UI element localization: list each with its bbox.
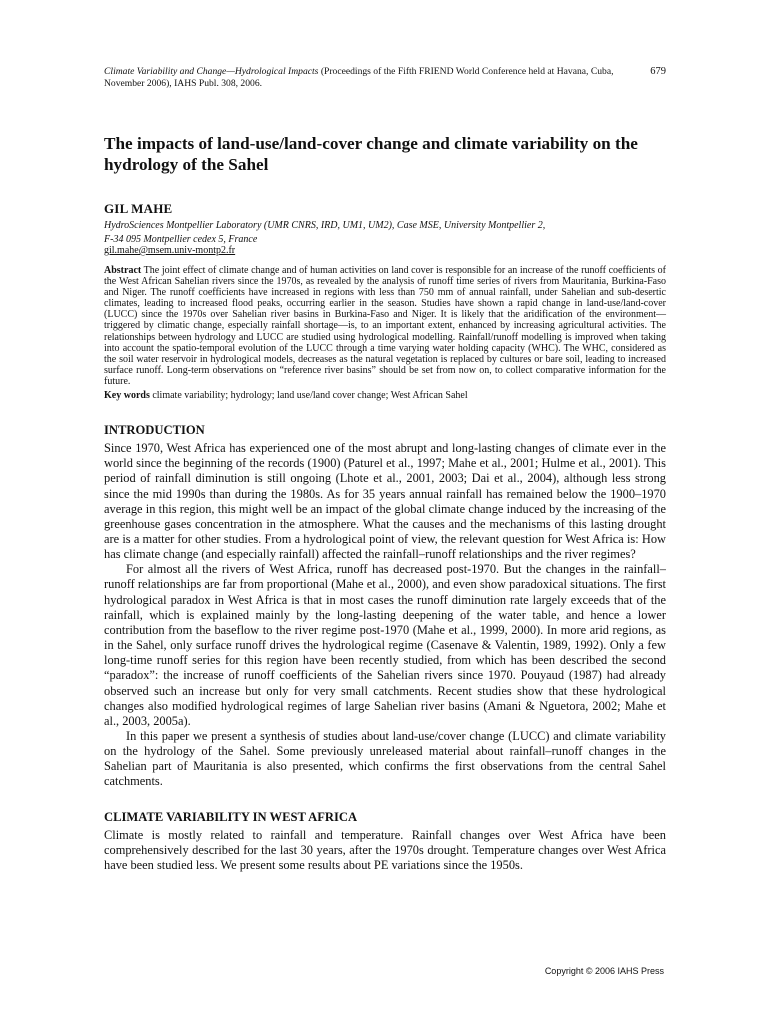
climate-section [104, 810, 666, 873]
journal-name: Climate Variability and Change—Hydrological Impacts [104, 66, 319, 77]
introduction-paragraph-1: Since 1970, West Africa has experienced one of the most abrupt and long-lasting changes of climate ever in the world since the beginning of the records (1900) (Paturel et al., 1997; Mahe et al., 2001; Hulme et al., 2001). This period of rainfall diminution is still ongoing (Lhote et al., 2001, 2003; Dai et al., 2004), although less strong since the mid 1990s than during the 1980s. As for 35 years annual rainfall has remained below the 1900–1970 average in this region, this might well be an impact of the global climate change induced by the increasing of the greenhouse gases concentration in the atmosphere. What the causes and the mechanisms of this lasting drought are is a matter for other studies. From a hydrological point of view, the relevant question for West Africa is: How has climate change (and especially rainfall) affected the rainfall–runoff relationships and the river regimes? [104, 441, 666, 562]
abstract [104, 265, 666, 387]
author-name: GIL MAHE [104, 201, 173, 216]
keywords [104, 390, 666, 401]
author-email-link[interactable]: gil.mahe@msem.univ-montp2.fr [104, 245, 236, 256]
climate-paragraph-1: Climate is mostly related to rainfall and temperature. Rainfall changes over West Africa have been comprehensively described for the last 30 years, after the 1970s drought. Temperature changes over West Africa have been studied less. We present some results about PE variations since the 1950s. [104, 827, 666, 872]
introduction-heading: INTRODUCTION [104, 423, 205, 438]
introduction-paragraph-2: For almost all the rivers of West Africa, runoff has decreased post-1970. But the changes in the rainfall–runoff relationships are far from proportional (Mahe et al., 2000), and even show paradoxical situations. The first hydrological paradox in West Africa is that in most cases the runoff diminution rate largely exceeds that of the rainfall, which is explained mainly by the long-lasting deepening of the water table, and hence a lower contribution from the baseflow to the river regime post-1970 (Mahe et al., 1999, 2000). In more arid regions, as in the Sahel, only surface runoff drives the hydrological regime (Casenave & Valentin, 1989, 1992). Only a few long-time runoff series for this region have been recently studied, from which has been described the second “paradox”: the increase of runoff coefficients of the Sahelian rivers since 1970. Pouyaud (1987) had already observed such an increase but only for very small catchments. Recent studies show that these hydrological changes also modified hydrological regimes of large Sahelian river basins (Amani & Nguetora, 2002; Mahe et al., 2003, 2005a). [104, 562, 666, 728]
keywords-label: Key words [104, 390, 150, 402]
running-head [104, 66, 666, 90]
paper-title: The impacts of land-use/land-cover change and climate variability on the hydrology of the Sahel [104, 134, 638, 174]
abstract-label: Abstract [104, 265, 142, 276]
introduction-section [104, 423, 666, 790]
author-affiliation-line-2: F-34 095 Montpellier cedex 5, France [104, 234, 258, 245]
copyright-notice: Copyright © 2006 IAHS Press [544, 966, 664, 976]
keywords-text: climate variability; hydrology; land use/land cover change; West African Sahel [149, 390, 468, 402]
climate-heading: CLIMATE VARIABILITY IN WEST AFRICA [104, 809, 358, 824]
proceedings-info: (Proceedings of the Fifth FRIEND World Conference held at Havana, Cuba, November 2006), IAHS Publ. 308, 2006. [104, 66, 614, 89]
introduction-paragraph-3: In this paper we present a synthesis of studies about land-use/cover change (LUCC) and climate variability on the hydrology of the Sahel. Some previously unreleased material about rainfall–runoff changes in the Sahelian part of Mauritania is also presented, which confirms the first observations from the central Sahel catchments. [104, 729, 666, 789]
page-number: 679 [650, 66, 666, 77]
author-affiliation-line-1: HydroSciences Montpellier Laboratory (UMR CNRS, IRD, UM1, UM2), Case MSE, University Montpellier 2, [104, 220, 546, 231]
paper-page [104, 66, 666, 873]
abstract-text: The joint effect of climate change and of human activities on land cover is responsible for an increase of the runoff coefficients of the West African Sahelian rivers since the 1970s, as revealed by the analysis of runoff time series of rivers from Mauritania, Burkina-Faso and Niger. The runoff coefficients have increased in regions with less than 750 mm of annual rainfall, under Sahelian and sub-desertic climates, leading to increased flood peaks, occurring earlier in the season. Studies have shown a rapid change in land-use/land-cover (LUCC) since the 1970s over Sahelian river basins in Burkina-Faso and Niger. It is likely that the aridification of the environment—triggered by climatic change, especially rainfall shortage—is, to an important extent, enhanced by increasing agricultural activities. The relationships between hydrology and LUCC are studied using hydrological modelling. Rainfall/runoff modelling is improved when taking into account the spatio-temporal evolution of the LUCC through a time varying water holding capacity (WHC). The WHC, considered as the soil water reservoir in hydrological models, decreases as the natural vegetation is replaced by cultures or bare soil, leading to increased surface runoff. Long-term observations on “reference river basins” should be set from now on, to collect comparative information for the future. [104, 265, 666, 387]
